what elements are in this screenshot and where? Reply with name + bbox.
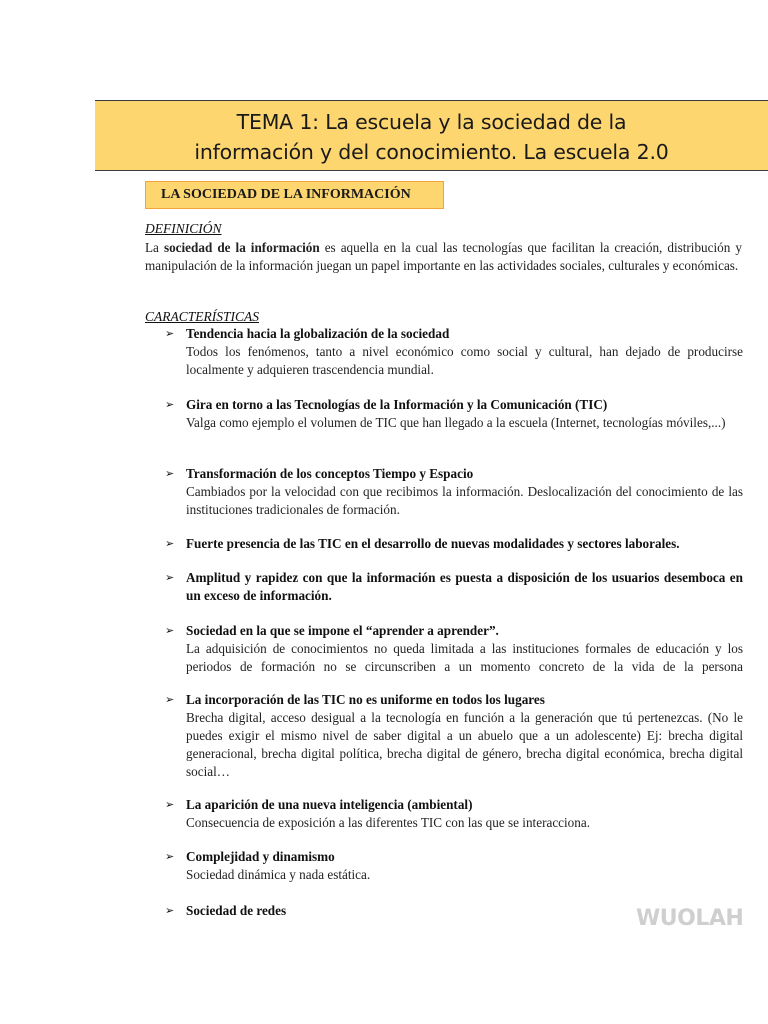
item-description: La adquisición de conocimientos no queda limitada a las instituciones formales de educación y los periodos de formación no se circunscriben a un momento concreto de la vida de la persona — [186, 641, 743, 674]
section-heading: LA SOCIEDAD DE LA INFORMACIÓN — [145, 181, 444, 209]
title-banner — [95, 100, 768, 171]
arrow-bullet-icon: ➢ — [165, 624, 175, 637]
characteristics-heading: CARACTERÍSTICAS — [145, 309, 259, 324]
item-title: Complejidad y dinamismo — [186, 849, 335, 864]
title-line-2: información y del conocimiento. La escuela 2.0 — [194, 140, 669, 164]
definition-term: sociedad de la información — [163, 240, 320, 255]
arrow-bullet-icon: ➢ — [165, 398, 175, 411]
list-item — [165, 622, 743, 676]
list-item — [165, 796, 743, 832]
arrow-bullet-icon: ➢ — [165, 693, 175, 706]
watermark-logo: WUOLAH — [636, 906, 744, 931]
definition-text-start: La — [145, 240, 164, 255]
arrow-bullet-icon: ➢ — [165, 571, 175, 584]
title-line-1: TEMA 1: La escuela y la sociedad de la — [236, 110, 627, 134]
item-description: Brecha digital, acceso desigual a la tecnología en función a la generación que tú pertenezcas. (No le puedes exigir el mismo nivel de saber digital a un abuelo que a un adolescente) Ej: brecha digital generacional, brecha digital política, brecha digital de género, brecha digital económica, brecha digital social… — [186, 710, 743, 779]
item-title: Gira en torno a las Tecnologías de la Información y la Comunicación (TIC) — [186, 397, 608, 412]
arrow-bullet-icon: ➢ — [165, 798, 175, 811]
definition-text-rest: es aquella en la cual las tecnologías que facilitan la creación, distribución y manipulación de la información juegan un papel importante en las actividades sociales, culturales y económicas. — [145, 240, 742, 273]
list-item — [165, 691, 743, 781]
page-title — [95, 107, 768, 167]
definition-paragraph — [145, 239, 742, 275]
item-title: La aparición de una nueva inteligencia (ambiental) — [186, 797, 473, 812]
arrow-bullet-icon: ➢ — [165, 467, 175, 480]
list-item — [165, 535, 743, 553]
arrow-bullet-icon: ➢ — [165, 904, 175, 917]
item-title: Transformación de los conceptos Tiempo y Espacio — [186, 466, 474, 481]
list-item — [165, 465, 743, 519]
list-item — [165, 325, 743, 379]
list-item — [165, 396, 743, 432]
item-title: La incorporación de las TIC no es uniforme en todos los lugares — [186, 692, 545, 707]
item-title: Amplitud y rapidez con que la información es puesta a disposición de los usuarios desemboca en un exceso de información. — [186, 570, 743, 603]
item-description: Todos los fenómenos, tanto a nivel económico como social y cultural, han dejado de producirse localmente y adquieren trascendencia mundial. — [186, 344, 743, 377]
arrow-bullet-icon: ➢ — [165, 327, 175, 340]
item-description: Consecuencia de exposición a las diferentes TIC con las que se interacciona. — [186, 815, 591, 830]
arrow-bullet-icon: ➢ — [165, 850, 175, 863]
item-title: Sociedad en la que se impone el “aprender a aprender”. — [186, 623, 499, 638]
item-description: Sociedad dinámica y nada estática. — [186, 867, 371, 882]
definition-heading: DEFINICIÓN — [145, 221, 222, 236]
item-description: Cambiados por la velocidad con que recibimos la información. Deslocalización del conocimiento de las instituciones tradicionales de formación. — [186, 484, 743, 517]
item-title: Tendencia hacia la globalización de la sociedad — [186, 326, 450, 341]
list-item — [165, 848, 743, 884]
item-title: Fuerte presencia de las TIC en el desarrollo de nuevas modalidades y sectores laborales. — [186, 536, 680, 551]
item-description: Valga como ejemplo el volumen de TIC que han llegado a la escuela (Internet, tecnologías móviles,...) — [186, 415, 726, 430]
arrow-bullet-icon: ➢ — [165, 537, 175, 550]
list-item — [165, 569, 743, 605]
item-title: Sociedad de redes — [186, 903, 287, 918]
